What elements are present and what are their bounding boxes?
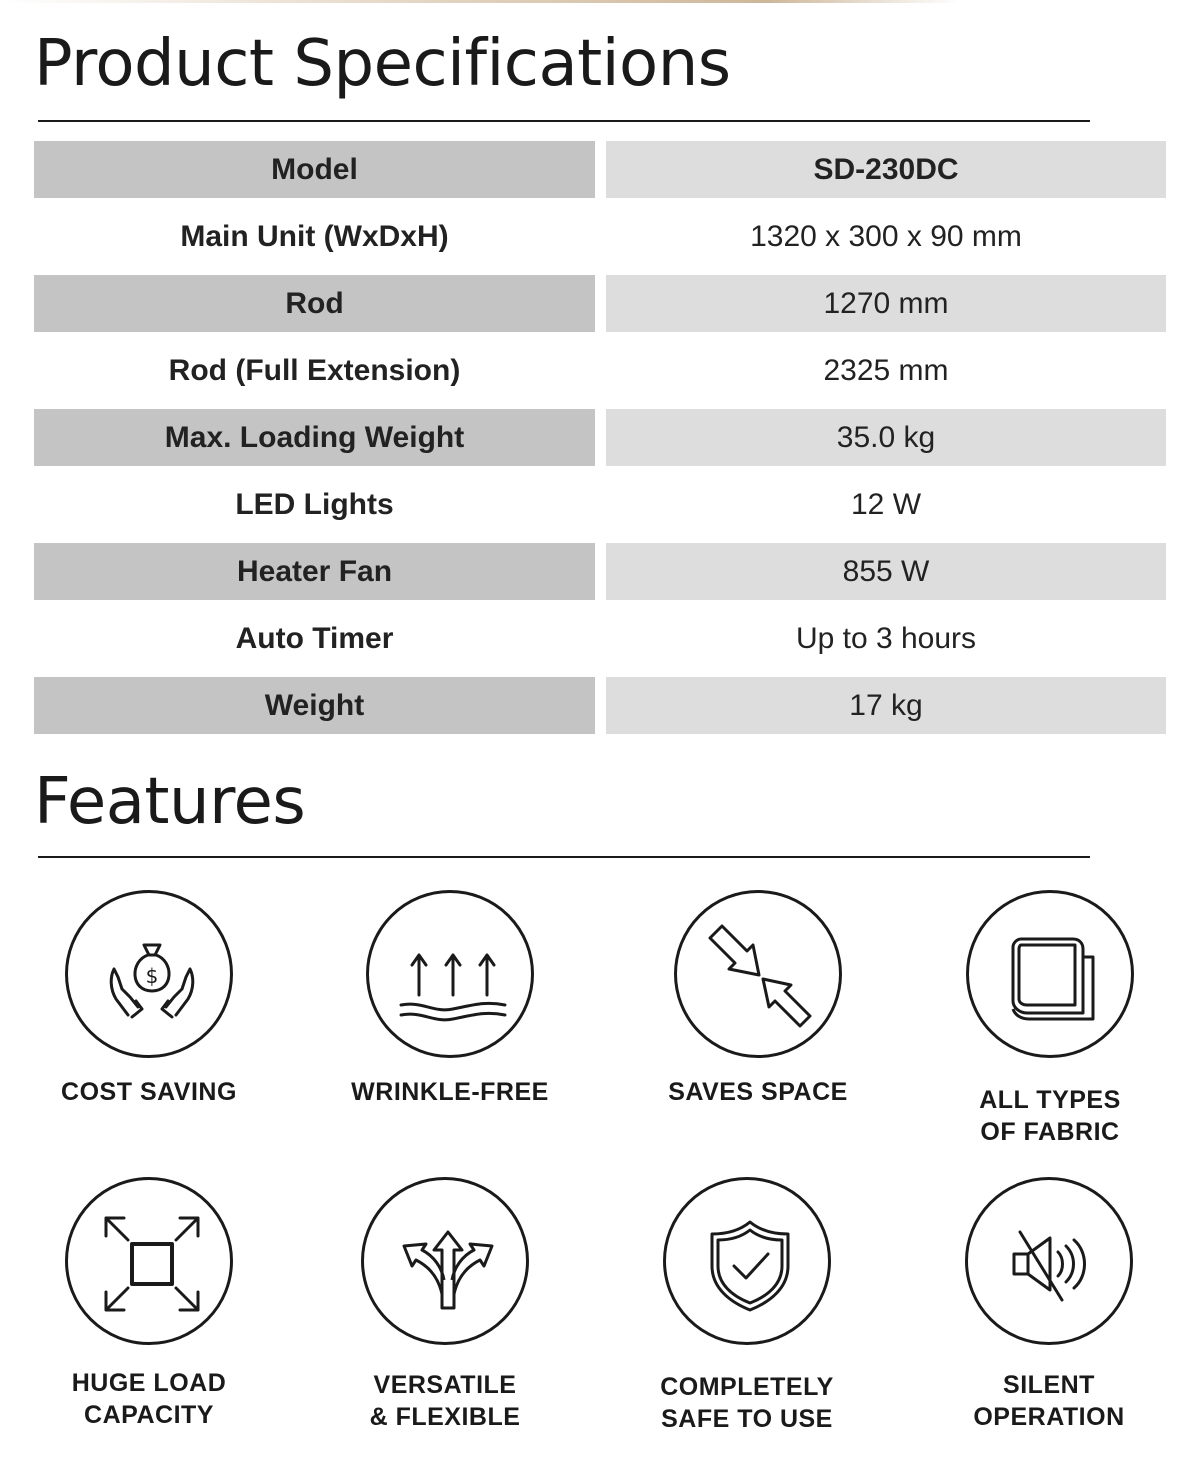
feature-icon-circle: [65, 890, 233, 1058]
spec-label: Heater Fan: [34, 543, 595, 600]
spec-label: Rod: [34, 275, 595, 332]
features-divider: [38, 856, 1090, 858]
feature-icon-circle: [361, 1177, 529, 1345]
feature-icon-circle: [65, 1177, 233, 1345]
spec-row-model: [34, 141, 1166, 208]
spec-label: Max. Loading Weight: [34, 409, 595, 466]
feature-caption: ALL TYPES OF FABRIC: [979, 1086, 1121, 1146]
spec-label: Model: [34, 141, 595, 198]
spec-row-auto-timer: [34, 610, 1166, 677]
feature-icon-circle: [674, 890, 842, 1058]
expand-arrows-icon: [92, 1204, 212, 1324]
feature-caption: SAVES SPACE: [668, 1078, 848, 1106]
spec-value: 1270 mm: [606, 275, 1166, 332]
feature-icon-circle: [663, 1177, 831, 1345]
money-bag-hands-icon: [92, 917, 212, 1037]
spec-row-heater-fan: [34, 543, 1166, 610]
specifications-title: Product Specifications: [34, 27, 731, 101]
spec-row-rod-extension: [34, 342, 1166, 409]
top-decorative-strip: [0, 0, 960, 3]
spec-label: Auto Timer: [235, 621, 394, 655]
spec-row-max-loading: [34, 409, 1166, 476]
features-title: Features: [34, 765, 306, 839]
spec-label: Main Unit (WxDxH): [180, 219, 449, 253]
feature-caption: HUGE LOAD CAPACITY: [71, 1369, 227, 1429]
feature-icon-circle: [965, 1177, 1133, 1345]
spec-value: 17 kg: [606, 677, 1166, 734]
feature-icon-circle: [966, 890, 1134, 1058]
feature-caption: SILENT OPERATION: [973, 1371, 1125, 1431]
spec-value: 2325 mm: [823, 353, 949, 387]
spec-value: 1320 x 300 x 90 mm: [750, 219, 1022, 253]
split-arrows-icon: [388, 1204, 508, 1324]
spec-label: Weight: [34, 677, 595, 734]
spec-row-weight: [34, 677, 1166, 744]
svg-text:$: $: [145, 964, 159, 988]
spec-row-main-unit: [34, 208, 1166, 275]
feature-icon-circle: [366, 890, 534, 1058]
specifications-divider: [38, 120, 1090, 122]
feature-caption: COST SAVING: [61, 1078, 237, 1106]
spec-value: Up to 3 hours: [795, 621, 977, 655]
specifications-table: [34, 141, 1166, 744]
spec-value: 12 W: [850, 487, 922, 521]
steam-arrows-icon: [393, 917, 513, 1037]
feature-caption: VERSATILE & FLEXIBLE: [369, 1371, 521, 1431]
spec-row-led-lights: [34, 476, 1166, 543]
spec-value: SD-230DC: [606, 141, 1166, 198]
spec-row-rod: [34, 275, 1166, 342]
spec-label: LED Lights: [235, 487, 394, 521]
speaker-mute-icon: [992, 1204, 1112, 1324]
feature-caption: COMPLETELY SAFE TO USE: [660, 1373, 834, 1433]
shield-check-icon: [690, 1204, 810, 1324]
spec-value: 35.0 kg: [606, 409, 1166, 466]
folded-fabric-icon: [993, 917, 1113, 1037]
spec-label: Rod (Full Extension): [168, 353, 461, 387]
spec-value: 855 W: [606, 543, 1166, 600]
feature-caption: WRINKLE-FREE: [351, 1078, 549, 1106]
compress-arrows-icon: [701, 917, 821, 1037]
